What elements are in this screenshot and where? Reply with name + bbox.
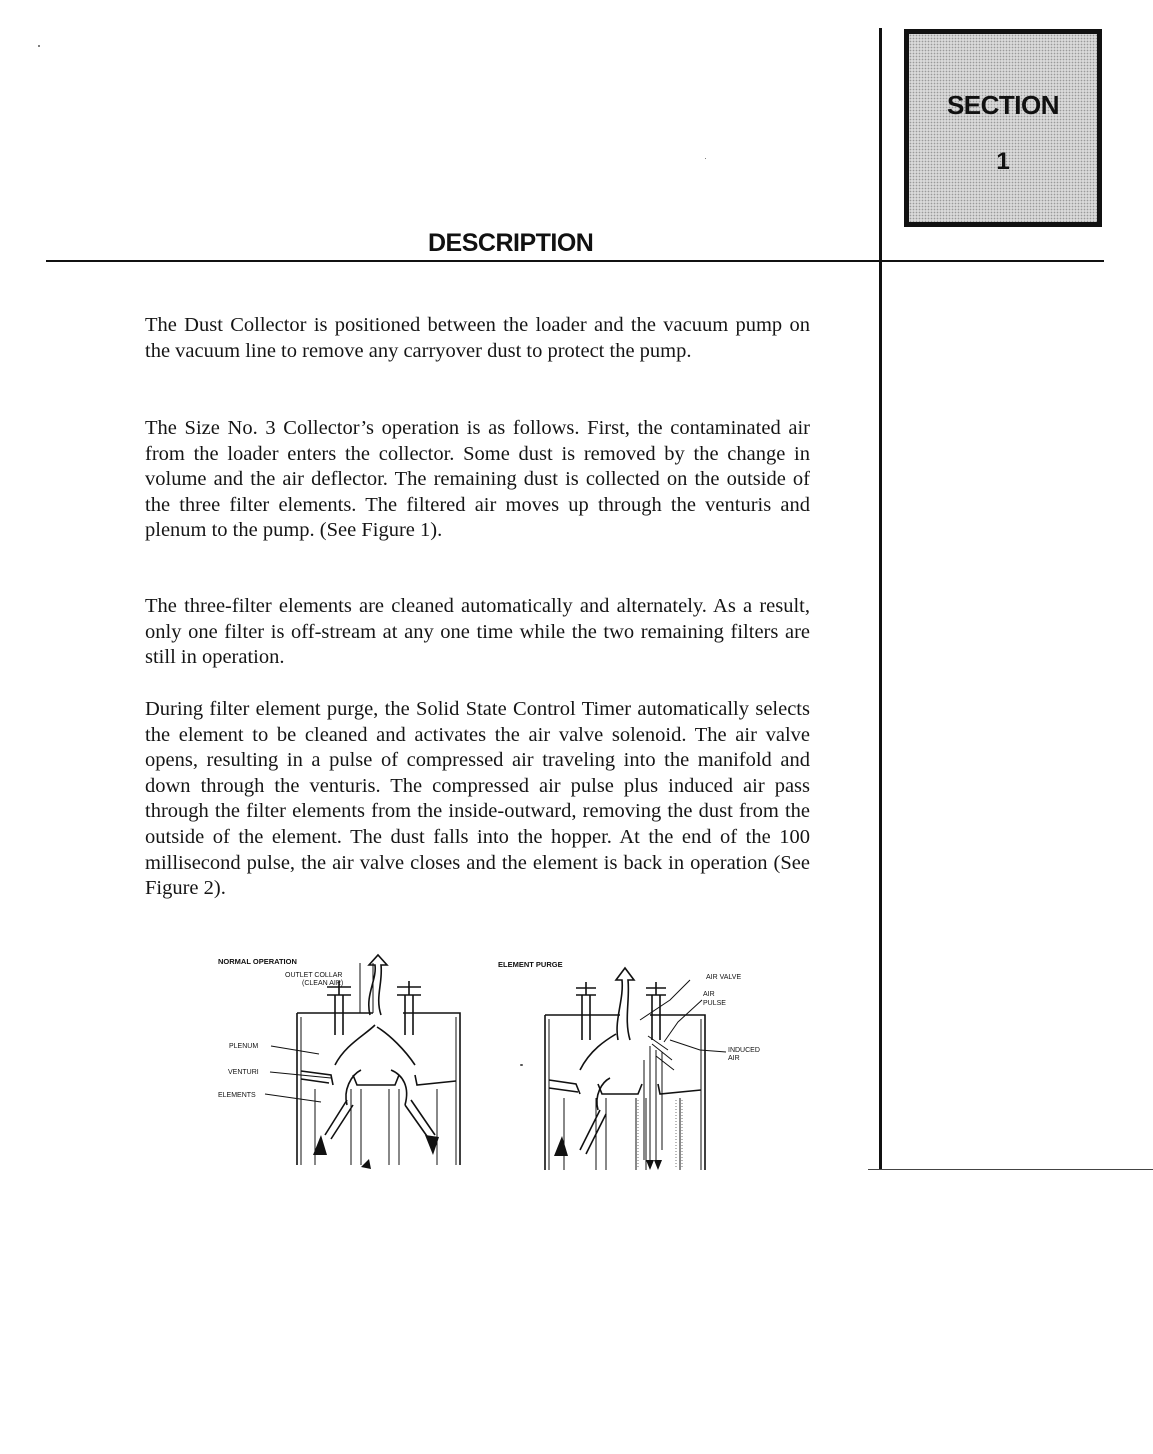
label-air-pulse-2: PULSE	[703, 1000, 726, 1007]
figure-normal-leaders	[265, 1040, 325, 1110]
section-number: 1	[996, 148, 1010, 175]
label-plenum: PLENUM	[229, 1043, 259, 1050]
bottom-rule	[868, 1169, 1153, 1170]
section-label: SECTION	[946, 90, 1060, 120]
figure-normal-title: NORMAL OPERATION	[218, 957, 297, 966]
heading-rule	[46, 260, 1104, 262]
paragraph-operation: The Size No. 3 Collector’s operation is as follows. First, the contaminated air from the loader enters the collector. Some dust is removed by the change in volume and the air deflector. The remaining dust is collected on the outside of the three filter elements. The filtered air moves up through the venturis and plenum to the pump. (See Figure 1).	[145, 417, 810, 542]
figure-purge-title: ELEMENT PURGE	[498, 960, 563, 969]
label-elements: ELEMENTS	[218, 1092, 256, 1099]
page-title: DESCRIPTION	[428, 229, 594, 257]
label-induced-air-1: INDUCED	[728, 1047, 760, 1054]
scan-speck	[520, 1064, 523, 1066]
paragraph-cleaning: The three-filter elements are cleaned automatically and alternately. As a result, only one filter is off-stream at any one time while the two remaining filters are still in operation.	[145, 595, 810, 669]
label-clean-air: (CLEAN AIR)	[302, 980, 344, 987]
label-air-pulse-1: AIR	[703, 991, 715, 998]
label-outlet-collar: OUTLET COLLAR	[285, 972, 343, 979]
right-column-divider	[879, 28, 882, 1170]
section-box	[904, 29, 1102, 227]
figure-element-purge-diagram	[540, 960, 740, 1175]
label-induced-air-2: AIR	[728, 1055, 740, 1062]
scan-speck	[38, 45, 40, 47]
label-venturi: VENTURI	[228, 1069, 259, 1076]
label-air-valve: AIR VALVE	[706, 974, 742, 981]
paragraph-purge: During filter element purge, the Solid State Control Timer automatically selects the element to be cleaned and activates the air valve solenoid. The air valve opens, resulting in a pulse of compressed air traveling into the manifold and down through the venturis. The compressed air pulse plus induced air pass through the filter elements from the inside-outward, removing the dust from the outside of the element. The dust falls into the hopper. At the end of the 100 millisecond pulse, the air valve closes and the element is back in operation (See Figure 2).	[145, 698, 810, 900]
paragraph-overview: The Dust Collector is positioned between the loader and the vacuum pump on the vacuum line to remove any carryover dust to protect the pump.	[145, 314, 810, 362]
scan-speck	[705, 158, 706, 159]
